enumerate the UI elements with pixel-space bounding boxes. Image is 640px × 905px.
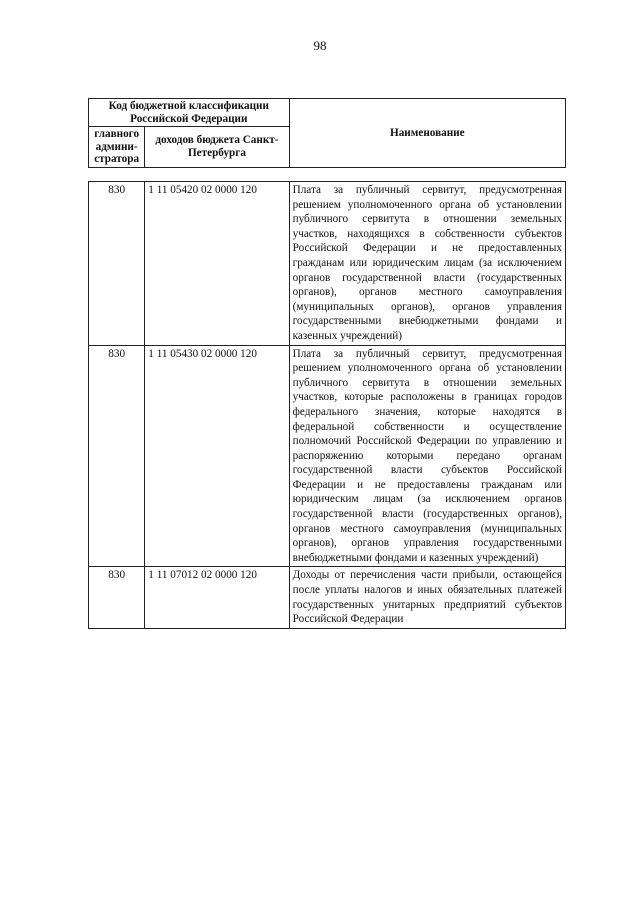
name-cell: Плата за публичный сервитут, предусмотренная решением уполномоченного органа об установлении публичного сервитута в отношении земельных участков, находящихся в собственности субъектов Российской Федерации и не предоставленных гражданам или юридическим лицам (за исключением органов государственной власти (государственных органов), органов местного самоуправления (муниципальных органов), органов управления государственными внебюджетными фондами и казенных учреждений) bbox=[289, 182, 565, 346]
admin-code-cell: 830 bbox=[89, 182, 145, 346]
table-row bbox=[89, 182, 566, 346]
admin-code-cell: 830 bbox=[89, 345, 145, 567]
header-name-column: Наименование bbox=[289, 99, 565, 168]
header-admin-column: главного админи-стратора bbox=[89, 127, 145, 168]
table-header bbox=[88, 98, 566, 168]
name-cell: Плата за публичный сервитут, предусмотренная решением уполномоченного органа об установлении публичного сервитута в отношении земельных участков, которые расположены в границах городов федерального значения, которые находятся в федеральной собственности и осуществление полномочий Российской Федерации по управлению и распоряжению которыми передано органам государственной власти субъектов Российской Федерации и не предоставлены гражданам или юридическим лицам (за исключением органов государственной власти (государственных органов), органов местного самоуправления (муниципальных органов), органов управления государственными внебюджетными фондами и казенных учреждений) bbox=[289, 345, 565, 567]
name-cell: Доходы от перечисления части прибыли, остающейся после уплаты налогов и иных обязательных платежей государственных унитарных предприятий субъектов Российской Федерации bbox=[289, 567, 565, 628]
page-number: 98 bbox=[313, 38, 327, 53]
income-code-cell: 1 11 05430 02 0000 120 bbox=[145, 345, 289, 567]
header-group-title: Код бюджетной классификации Российской Федерации bbox=[89, 99, 290, 127]
income-code-cell: 1 11 07012 02 0000 120 bbox=[145, 567, 289, 628]
table-row bbox=[89, 345, 566, 567]
table-row bbox=[89, 567, 566, 628]
budget-codes-table bbox=[88, 181, 566, 629]
admin-code-cell: 830 bbox=[89, 567, 145, 628]
income-code-cell: 1 11 05420 02 0000 120 bbox=[145, 182, 289, 346]
header-income-column: доходов бюджета Санкт-Петербурга bbox=[145, 127, 289, 168]
